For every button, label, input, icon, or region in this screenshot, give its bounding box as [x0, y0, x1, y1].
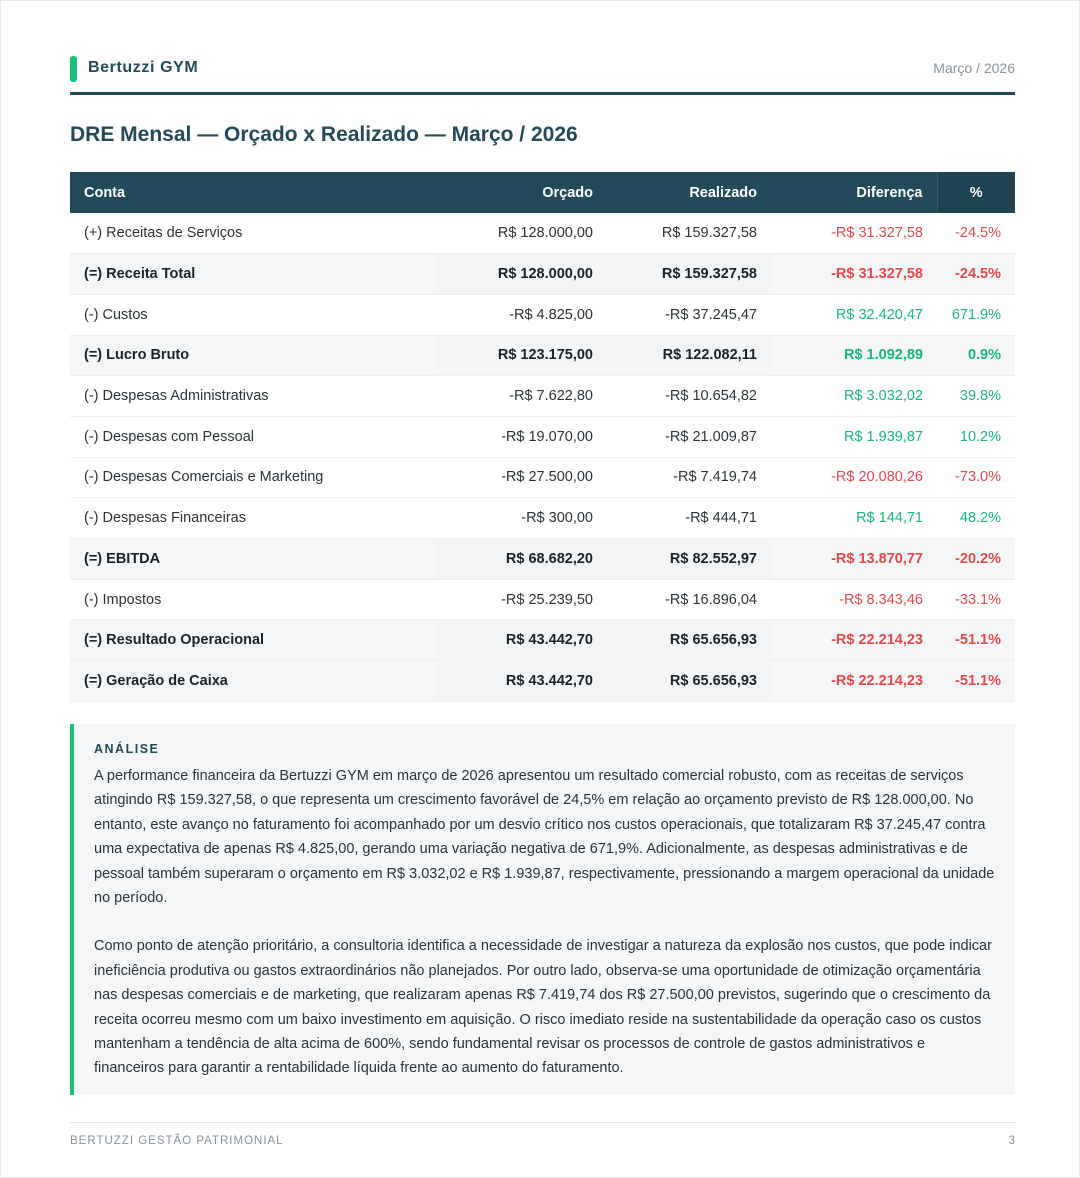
- report-header: [70, 55, 1015, 95]
- page-number: 3: [1008, 1135, 1015, 1147]
- cell-percent: -24.5%: [937, 254, 1015, 295]
- cell-percent: 10.2%: [937, 416, 1015, 457]
- cell-realizado: R$ 159.327,58: [607, 254, 771, 295]
- cell-orcado: -R$ 300,00: [435, 498, 607, 539]
- cell-realizado: R$ 122.082,11: [607, 335, 771, 376]
- cell-diferenca: R$ 32.420,47: [771, 294, 937, 335]
- cell-conta: (=) Resultado Operacional: [70, 620, 435, 661]
- cell-percent: -51.1%: [937, 620, 1015, 661]
- cell-conta: (-) Custos: [70, 294, 435, 335]
- cell-realizado: R$ 82.552,97: [607, 539, 771, 580]
- table-row: [70, 294, 1015, 335]
- report-footer: [70, 1122, 1015, 1147]
- cell-realizado: R$ 65.656,93: [607, 620, 771, 661]
- report-title: DRE Mensal — Orçado x Realizado — Março / 2026: [70, 123, 578, 146]
- col-header-realizado: Realizado: [607, 172, 771, 213]
- cell-conta: (+) Receitas de Serviços: [70, 213, 435, 254]
- col-header-diferenca: Diferença: [771, 172, 937, 213]
- cell-diferenca: -R$ 13.870,77: [771, 539, 937, 580]
- cell-orcado: R$ 43.442,70: [435, 620, 607, 661]
- cell-diferenca: -R$ 31.327,58: [771, 213, 937, 254]
- cell-percent: -24.5%: [937, 213, 1015, 254]
- cell-realizado: -R$ 7.419,74: [607, 457, 771, 498]
- table-row: [70, 498, 1015, 539]
- cell-realizado: -R$ 16.896,04: [607, 579, 771, 620]
- cell-realizado: R$ 65.656,93: [607, 661, 771, 702]
- table-row: [70, 376, 1015, 417]
- cell-orcado: R$ 128.000,00: [435, 213, 607, 254]
- cell-orcado: R$ 68.682,20: [435, 539, 607, 580]
- table-row: [70, 335, 1015, 376]
- cell-percent: -33.1%: [937, 579, 1015, 620]
- cell-conta: (-) Impostos: [70, 579, 435, 620]
- cell-conta: (=) Lucro Bruto: [70, 335, 435, 376]
- cell-orcado: -R$ 25.239,50: [435, 579, 607, 620]
- cell-diferenca: -R$ 31.327,58: [771, 254, 937, 295]
- brand-accent-bar: [70, 56, 77, 82]
- analysis-heading: ANÁLISE: [94, 742, 160, 756]
- table-row: [70, 416, 1015, 457]
- col-header-orcado: Orçado: [435, 172, 607, 213]
- cell-diferenca: R$ 144,71: [771, 498, 937, 539]
- cell-conta: (-) Despesas com Pessoal: [70, 416, 435, 457]
- cell-realizado: -R$ 37.245,47: [607, 294, 771, 335]
- col-header-percent: %: [937, 172, 1015, 213]
- cell-diferenca: -R$ 8.343,46: [771, 579, 937, 620]
- table-header-row: [70, 172, 1015, 213]
- cell-diferenca: R$ 3.032,02: [771, 376, 937, 417]
- cell-realizado: -R$ 10.654,82: [607, 376, 771, 417]
- table-row: [70, 620, 1015, 661]
- cell-percent: 671.9%: [937, 294, 1015, 335]
- cell-diferenca: R$ 1.092,89: [771, 335, 937, 376]
- report-period: Março / 2026: [933, 60, 1015, 76]
- cell-percent: 39.8%: [937, 376, 1015, 417]
- brand-name: Bertuzzi GYM: [88, 59, 199, 76]
- dre-table: [70, 172, 1015, 702]
- cell-percent: -51.1%: [937, 661, 1015, 702]
- cell-percent: 48.2%: [937, 498, 1015, 539]
- cell-percent: 0.9%: [937, 335, 1015, 376]
- cell-conta: (=) Receita Total: [70, 254, 435, 295]
- cell-diferenca: -R$ 22.214,23: [771, 661, 937, 702]
- cell-percent: -73.0%: [937, 457, 1015, 498]
- table-row: [70, 254, 1015, 295]
- analysis-box: [70, 724, 1015, 1095]
- cell-orcado: -R$ 19.070,00: [435, 416, 607, 457]
- table-row: [70, 579, 1015, 620]
- analysis-paragraph: A performance financeira da Bertuzzi GYM em março de 2026 apresentou um resultado comercial robusto, com as receitas de serviços atingindo R$ 159.327,58, o que representa um crescimento favorável de 24,5% em relação ao orçamento previsto de R$ 128.000,00. No entanto, este avanço no faturamento foi acompanhado por um desvio crítico nos custos operacionais, que totalizaram R$ 37.245,47 contra uma expectativa de apenas R$ 4.825,00, gerando uma variação negativa de 671,9%. Adicionalmente, as despesas administrativas e de pessoal também superaram o orçamento em R$ 3.032,02 e R$ 1.939,87, respectivamente, pressionando a margem operacional da unidade no período.: [94, 768, 995, 907]
- analysis-paragraph: Como ponto de atenção prioritário, a consultoria identifica a necessidade de investigar a natureza da explosão nos custos, que pode indicar ineficiência produtiva ou gastos extraordinários não planejados. Por outro lado, observa-se uma oportunidade de otimização orçamentária nas despesas comerciais e de marketing, que realizaram apenas R$ 7.419,74 dos R$ 27.500,00 previstos, sugerindo que o crescimento da receita ocorreu mesmo com um baixo investimento em aquisição. O risco imediato reside na sustentabilidade da operação caso os custos mantenham a tendência de alta acima de 600%, sendo fundamental revisar os processos de controle de gastos administrativos e financeiros para garantir a rentabilidade líquida frente ao aumento do faturamento.: [94, 938, 992, 1077]
- cell-percent: -20.2%: [937, 539, 1015, 580]
- cell-diferenca: R$ 1.939,87: [771, 416, 937, 457]
- cell-conta: (-) Despesas Administrativas: [70, 376, 435, 417]
- footer-company: BERTUZZI GESTÃO PATRIMONIAL: [70, 1135, 284, 1147]
- col-header-conta: Conta: [70, 172, 435, 213]
- cell-orcado: -R$ 27.500,00: [435, 457, 607, 498]
- table-row: [70, 539, 1015, 580]
- cell-diferenca: -R$ 20.080,26: [771, 457, 937, 498]
- cell-orcado: -R$ 7.622,80: [435, 376, 607, 417]
- cell-realizado: -R$ 21.009,87: [607, 416, 771, 457]
- cell-orcado: R$ 43.442,70: [435, 661, 607, 702]
- cell-conta: (=) Geração de Caixa: [70, 661, 435, 702]
- cell-conta: (-) Despesas Financeiras: [70, 498, 435, 539]
- cell-conta: (=) EBITDA: [70, 539, 435, 580]
- cell-realizado: R$ 159.327,58: [607, 213, 771, 254]
- cell-orcado: R$ 123.175,00: [435, 335, 607, 376]
- cell-diferenca: -R$ 22.214,23: [771, 620, 937, 661]
- table-row: [70, 661, 1015, 702]
- table-row: [70, 457, 1015, 498]
- cell-orcado: -R$ 4.825,00: [435, 294, 607, 335]
- dre-table-body: [70, 213, 1015, 701]
- cell-conta: (-) Despesas Comerciais e Marketing: [70, 457, 435, 498]
- cell-orcado: R$ 128.000,00: [435, 254, 607, 295]
- table-row: [70, 213, 1015, 254]
- cell-realizado: -R$ 444,71: [607, 498, 771, 539]
